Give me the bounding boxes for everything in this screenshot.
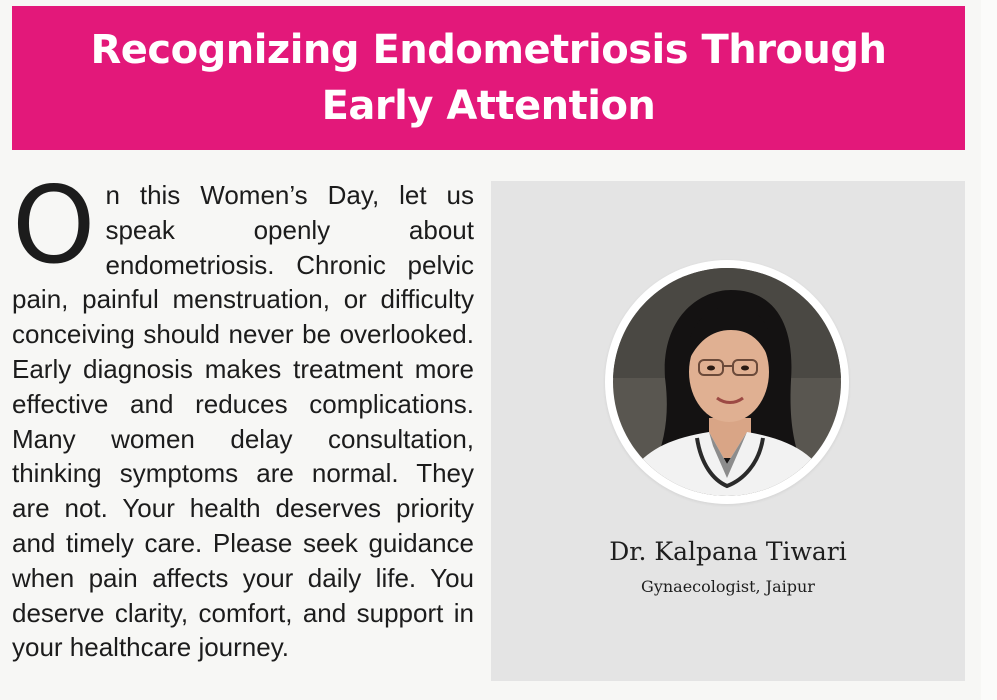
doctor-designation: Gynaecologist, Jaipur	[641, 577, 815, 596]
article-paragraph: n this Women’s Day, let us speak openly about endometriosis. Chronic pelvic pain, painful menstruation, or difficulty conceiving should never be overlooked. Early diagnosis makes treatment more effective and reduces complications. Many women delay consultation, thinking symptoms are normal. They are not. Your health deserves priority and timely care. Please seek guidance when pain affects your daily life. You deserve clarity, comfort, and support in your healthcare journey.	[12, 180, 474, 663]
article-body	[12, 164, 474, 665]
doctor-name: Dr. Kalpana Tiwari	[609, 537, 847, 566]
doctor-profile-card	[491, 181, 965, 681]
headline-line-1: Recognizing Endometriosis Through	[90, 27, 887, 73]
doctor-portrait-icon	[613, 268, 841, 496]
drop-cap: O	[12, 164, 96, 287]
doctor-photo	[605, 260, 849, 504]
headline	[90, 22, 886, 134]
page-edge	[981, 0, 997, 700]
headline-banner	[12, 6, 965, 150]
headline-line-2: Early Attention	[321, 83, 656, 129]
